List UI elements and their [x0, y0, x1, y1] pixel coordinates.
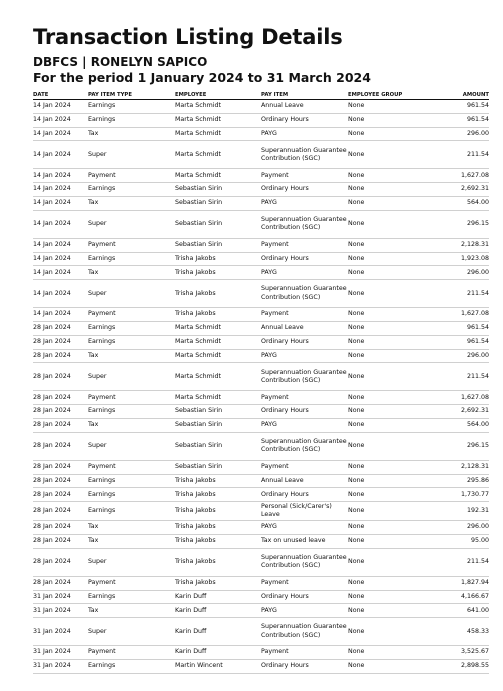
cell-date: 14 Jan 2024	[33, 308, 88, 322]
cell-employee: Marta Schmidt	[175, 100, 261, 114]
table-row	[33, 460, 489, 474]
cell-date: 28 Jan 2024	[33, 432, 88, 460]
cell-employee: Sebastian Sirin	[175, 196, 261, 210]
cell-employee: Karin Duff	[175, 646, 261, 660]
cell-employee-group: None	[348, 576, 428, 590]
cell-employee-group: None	[348, 521, 428, 535]
cell-pay-item-type: Tax	[88, 349, 175, 363]
cell-amount: 296.00	[428, 266, 489, 280]
cell-date: 28 Jan 2024	[33, 335, 88, 349]
table-row	[33, 618, 489, 646]
cell-employee: Sebastian Sirin	[175, 432, 261, 460]
cell-pay-item: Ordinary Hours	[261, 335, 348, 349]
table-row	[33, 183, 489, 197]
cell-date: 28 Jan 2024	[33, 391, 88, 405]
column-header-date: DATE	[33, 89, 88, 100]
cell-pay-item: Tax on unused leave	[261, 534, 348, 548]
cell-employee: Marta Schmidt	[175, 391, 261, 405]
cell-employee-group: None	[348, 534, 428, 548]
cell-pay-item-type: Tax	[88, 418, 175, 432]
cell-date: 28 Jan 2024	[33, 363, 88, 391]
cell-amount: 95.00	[428, 534, 489, 548]
cell-amount: 296.15	[428, 432, 489, 460]
cell-employee-group: None	[348, 488, 428, 502]
cell-employee-group: None	[348, 548, 428, 576]
cell-pay-item: Payment	[261, 646, 348, 660]
cell-pay-item-type: Payment	[88, 576, 175, 590]
cell-employee-group: None	[348, 590, 428, 604]
cell-date: 14 Jan 2024	[33, 169, 88, 183]
cell-amount: 211.54	[428, 363, 489, 391]
cell-pay-item-type: Earnings	[88, 100, 175, 114]
cell-employee-group: None	[348, 169, 428, 183]
cell-date: 28 Jan 2024	[33, 405, 88, 419]
cell-employee: Trisha Jakobs	[175, 474, 261, 488]
table-row	[33, 474, 489, 488]
cell-employee: Marta Schmidt	[175, 127, 261, 141]
cell-date: 28 Jan 2024	[33, 349, 88, 363]
cell-employee-group: None	[348, 646, 428, 660]
cell-employee-group: None	[348, 113, 428, 127]
cell-employee: Sebastian Sirin	[175, 460, 261, 474]
cell-amount: 4,166.67	[428, 590, 489, 604]
cell-amount: 2,128.31	[428, 460, 489, 474]
cell-employee: Marta Schmidt	[175, 321, 261, 335]
cell-pay-item: PAYG	[261, 127, 348, 141]
cell-pay-item: Ordinary Hours	[261, 659, 348, 673]
cell-amount: 564.00	[428, 196, 489, 210]
cell-amount: 3,525.67	[428, 646, 489, 660]
cell-employee: Trisha Jakobs	[175, 521, 261, 535]
cell-employee: Sebastian Sirin	[175, 238, 261, 252]
cell-pay-item-type: Earnings	[88, 252, 175, 266]
table-row	[33, 238, 489, 252]
cell-date: 14 Jan 2024	[33, 252, 88, 266]
cell-amount: 641.00	[428, 604, 489, 618]
cell-pay-item-type: Earnings	[88, 321, 175, 335]
cell-pay-item: Superannuation Guarantee Contribution (SGC)	[261, 618, 348, 646]
column-header-pay-item-type: PAY ITEM TYPE	[88, 89, 175, 100]
cell-employee: Marta Schmidt	[175, 335, 261, 349]
cell-pay-item: Personal (Sick/Carer's) Leave	[261, 502, 348, 521]
cell-pay-item-type: Super	[88, 618, 175, 646]
cell-employee-group: None	[348, 363, 428, 391]
cell-amount: 296.00	[428, 521, 489, 535]
cell-pay-item: Superannuation Guarantee Contribution (SGC)	[261, 548, 348, 576]
cell-employee: Karin Duff	[175, 618, 261, 646]
table-row	[33, 196, 489, 210]
cell-date: 28 Jan 2024	[33, 418, 88, 432]
table-row	[33, 405, 489, 419]
cell-employee-group: None	[348, 280, 428, 308]
cell-employee: Trisha Jakobs	[175, 488, 261, 502]
table-row	[33, 280, 489, 308]
table-row	[33, 534, 489, 548]
cell-pay-item: Ordinary Hours	[261, 405, 348, 419]
cell-employee-group: None	[348, 418, 428, 432]
cell-employee: Marta Schmidt	[175, 349, 261, 363]
cell-employee-group: None	[348, 127, 428, 141]
cell-date: 14 Jan 2024	[33, 183, 88, 197]
cell-date: 28 Jan 2024	[33, 534, 88, 548]
cell-employee-group: None	[348, 502, 428, 521]
cell-date: 14 Jan 2024	[33, 196, 88, 210]
cell-pay-item-type: Tax	[88, 266, 175, 280]
cell-amount: 2,898.55	[428, 659, 489, 673]
cell-employee: Trisha Jakobs	[175, 576, 261, 590]
table-row	[33, 127, 489, 141]
cell-date: 28 Jan 2024	[33, 488, 88, 502]
cell-employee-group: None	[348, 308, 428, 322]
cell-date: 14 Jan 2024	[33, 100, 88, 114]
cell-amount: 564.00	[428, 418, 489, 432]
cell-pay-item-type: Earnings	[88, 659, 175, 673]
table-row	[33, 521, 489, 535]
cell-pay-item-type: Tax	[88, 196, 175, 210]
cell-date: 31 Jan 2024	[33, 618, 88, 646]
cell-pay-item-type: Earnings	[88, 183, 175, 197]
cell-employee: Trisha Jakobs	[175, 252, 261, 266]
cell-pay-item-type: Payment	[88, 238, 175, 252]
table-row	[33, 418, 489, 432]
cell-date: 14 Jan 2024	[33, 113, 88, 127]
cell-employee: Sebastian Sirin	[175, 183, 261, 197]
table-row	[33, 321, 489, 335]
report-period: For the period 1 January 2024 to 31 March 2024	[33, 70, 371, 85]
cell-pay-item-type: Earnings	[88, 474, 175, 488]
cell-employee-group: None	[348, 349, 428, 363]
cell-pay-item: Annual Leave	[261, 321, 348, 335]
cell-date: 14 Jan 2024	[33, 210, 88, 238]
cell-pay-item: Superannuation Guarantee Contribution (SGC)	[261, 432, 348, 460]
cell-pay-item-type: Payment	[88, 460, 175, 474]
cell-employee-group: None	[348, 460, 428, 474]
cell-amount: 211.54	[428, 280, 489, 308]
cell-amount: 296.00	[428, 349, 489, 363]
cell-pay-item: PAYG	[261, 521, 348, 535]
cell-pay-item: PAYG	[261, 418, 348, 432]
cell-pay-item-type: Earnings	[88, 502, 175, 521]
cell-pay-item-type: Earnings	[88, 405, 175, 419]
cell-pay-item: Ordinary Hours	[261, 183, 348, 197]
table-row	[33, 335, 489, 349]
cell-date: 28 Jan 2024	[33, 548, 88, 576]
cell-date: 14 Jan 2024	[33, 238, 88, 252]
cell-employee-group: None	[348, 659, 428, 673]
cell-employee: Marta Schmidt	[175, 141, 261, 169]
cell-employee: Trisha Jakobs	[175, 266, 261, 280]
table-row	[33, 308, 489, 322]
cell-pay-item-type: Earnings	[88, 488, 175, 502]
cell-date: 31 Jan 2024	[33, 659, 88, 673]
cell-pay-item-type: Earnings	[88, 113, 175, 127]
cell-pay-item: Payment	[261, 460, 348, 474]
cell-employee-group: None	[348, 335, 428, 349]
cell-pay-item: Ordinary Hours	[261, 590, 348, 604]
cell-pay-item-type: Super	[88, 210, 175, 238]
cell-pay-item-type: Payment	[88, 308, 175, 322]
cell-amount: 211.54	[428, 141, 489, 169]
table-row	[33, 252, 489, 266]
cell-amount: 2,692.31	[428, 405, 489, 419]
table-row	[33, 488, 489, 502]
cell-pay-item-type: Earnings	[88, 335, 175, 349]
cell-pay-item: Payment	[261, 391, 348, 405]
cell-date: 28 Jan 2024	[33, 502, 88, 521]
cell-pay-item-type: Earnings	[88, 590, 175, 604]
cell-pay-item-type: Super	[88, 363, 175, 391]
table-row	[33, 590, 489, 604]
cell-date: 28 Jan 2024	[33, 474, 88, 488]
cell-pay-item: Ordinary Hours	[261, 488, 348, 502]
table-row	[33, 266, 489, 280]
cell-date: 31 Jan 2024	[33, 646, 88, 660]
table-header	[33, 89, 489, 100]
cell-pay-item-type: Tax	[88, 534, 175, 548]
table-row	[33, 502, 489, 521]
cell-employee-group: None	[348, 141, 428, 169]
cell-pay-item: Payment	[261, 308, 348, 322]
report-title: Transaction Listing Details	[33, 25, 343, 49]
cell-date: 28 Jan 2024	[33, 321, 88, 335]
column-header-employee: EMPLOYEE	[175, 89, 261, 100]
cell-pay-item-type: Super	[88, 432, 175, 460]
cell-pay-item: Superannuation Guarantee Contribution (SGC)	[261, 210, 348, 238]
table-row	[33, 100, 489, 114]
cell-amount: 1,730.77	[428, 488, 489, 502]
cell-pay-item-type: Payment	[88, 169, 175, 183]
cell-amount: 961.54	[428, 335, 489, 349]
cell-date: 14 Jan 2024	[33, 141, 88, 169]
cell-employee: Trisha Jakobs	[175, 548, 261, 576]
cell-pay-item: PAYG	[261, 266, 348, 280]
cell-pay-item: Ordinary Hours	[261, 113, 348, 127]
cell-employee: Sebastian Sirin	[175, 418, 261, 432]
cell-employee: Karin Duff	[175, 590, 261, 604]
cell-employee: Trisha Jakobs	[175, 280, 261, 308]
cell-employee: Martin Wincent	[175, 659, 261, 673]
table-row	[33, 141, 489, 169]
column-header-pay-item: PAY ITEM	[261, 89, 348, 100]
cell-amount: 1,627.08	[428, 169, 489, 183]
cell-employee: Trisha Jakobs	[175, 534, 261, 548]
cell-amount: 211.54	[428, 548, 489, 576]
cell-employee-group: None	[348, 391, 428, 405]
cell-employee-group: None	[348, 183, 428, 197]
cell-pay-item: Payment	[261, 169, 348, 183]
cell-date: 28 Jan 2024	[33, 521, 88, 535]
table-row	[33, 391, 489, 405]
table-row	[33, 210, 489, 238]
cell-pay-item: Superannuation Guarantee Contribution (SGC)	[261, 141, 348, 169]
cell-employee-group: None	[348, 604, 428, 618]
table-body	[33, 100, 489, 674]
cell-pay-item: Payment	[261, 238, 348, 252]
cell-amount: 961.54	[428, 113, 489, 127]
header-row	[33, 89, 489, 100]
cell-date: 28 Jan 2024	[33, 576, 88, 590]
table-row	[33, 659, 489, 673]
cell-date: 14 Jan 2024	[33, 266, 88, 280]
cell-amount: 295.86	[428, 474, 489, 488]
cell-pay-item-type: Tax	[88, 127, 175, 141]
table-row	[33, 576, 489, 590]
cell-amount: 1,627.08	[428, 308, 489, 322]
cell-pay-item: Superannuation Guarantee Contribution (SGC)	[261, 280, 348, 308]
cell-employee-group: None	[348, 196, 428, 210]
cell-pay-item-type: Tax	[88, 604, 175, 618]
cell-pay-item: PAYG	[261, 604, 348, 618]
cell-employee-group: None	[348, 321, 428, 335]
cell-employee: Marta Schmidt	[175, 113, 261, 127]
cell-amount: 1,627.08	[428, 391, 489, 405]
cell-employee: Trisha Jakobs	[175, 308, 261, 322]
cell-employee-group: None	[348, 238, 428, 252]
cell-employee: Sebastian Sirin	[175, 210, 261, 238]
cell-employee-group: None	[348, 474, 428, 488]
cell-employee-group: None	[348, 252, 428, 266]
table-row	[33, 432, 489, 460]
cell-employee: Marta Schmidt	[175, 169, 261, 183]
transaction-table	[33, 89, 489, 674]
table-row	[33, 363, 489, 391]
cell-pay-item: Annual Leave	[261, 100, 348, 114]
cell-employee-group: None	[348, 266, 428, 280]
cell-amount: 2,692.31	[428, 183, 489, 197]
table-row	[33, 646, 489, 660]
cell-amount: 192.31	[428, 502, 489, 521]
cell-amount: 296.15	[428, 210, 489, 238]
cell-pay-item-type: Payment	[88, 391, 175, 405]
cell-amount: 458.33	[428, 618, 489, 646]
cell-employee-group: None	[348, 100, 428, 114]
cell-date: 14 Jan 2024	[33, 127, 88, 141]
cell-pay-item-type: Super	[88, 141, 175, 169]
cell-employee-group: None	[348, 210, 428, 238]
cell-employee-group: None	[348, 432, 428, 460]
cell-date: 14 Jan 2024	[33, 280, 88, 308]
cell-pay-item: Annual Leave	[261, 474, 348, 488]
cell-date: 28 Jan 2024	[33, 460, 88, 474]
cell-pay-item: Ordinary Hours	[261, 252, 348, 266]
cell-employee: Trisha Jakobs	[175, 502, 261, 521]
table-row	[33, 169, 489, 183]
cell-employee-group: None	[348, 405, 428, 419]
cell-pay-item: PAYG	[261, 196, 348, 210]
cell-amount: 2,128.31	[428, 238, 489, 252]
table-row	[33, 604, 489, 618]
cell-date: 31 Jan 2024	[33, 604, 88, 618]
cell-pay-item-type: Payment	[88, 646, 175, 660]
organisation-name: DBFCS | RONELYN SAPICO	[33, 55, 208, 69]
cell-pay-item: Payment	[261, 576, 348, 590]
cell-pay-item: Superannuation Guarantee Contribution (SGC)	[261, 363, 348, 391]
column-header-amount: AMOUNT	[428, 89, 489, 100]
cell-amount: 1,827.94	[428, 576, 489, 590]
cell-pay-item-type: Tax	[88, 521, 175, 535]
cell-pay-item-type: Super	[88, 280, 175, 308]
cell-employee: Marta Schmidt	[175, 363, 261, 391]
cell-employee-group: None	[348, 618, 428, 646]
table-row	[33, 113, 489, 127]
table-row	[33, 349, 489, 363]
cell-amount: 1,923.08	[428, 252, 489, 266]
cell-amount: 296.00	[428, 127, 489, 141]
column-header-employee-group: EMPLOYEE GROUP	[348, 89, 428, 100]
cell-amount: 961.54	[428, 321, 489, 335]
cell-employee: Sebastian Sirin	[175, 405, 261, 419]
cell-pay-item: PAYG	[261, 349, 348, 363]
cell-amount: 961.54	[428, 100, 489, 114]
cell-pay-item-type: Super	[88, 548, 175, 576]
cell-date: 31 Jan 2024	[33, 590, 88, 604]
cell-employee: Karin Duff	[175, 604, 261, 618]
table-row	[33, 548, 489, 576]
